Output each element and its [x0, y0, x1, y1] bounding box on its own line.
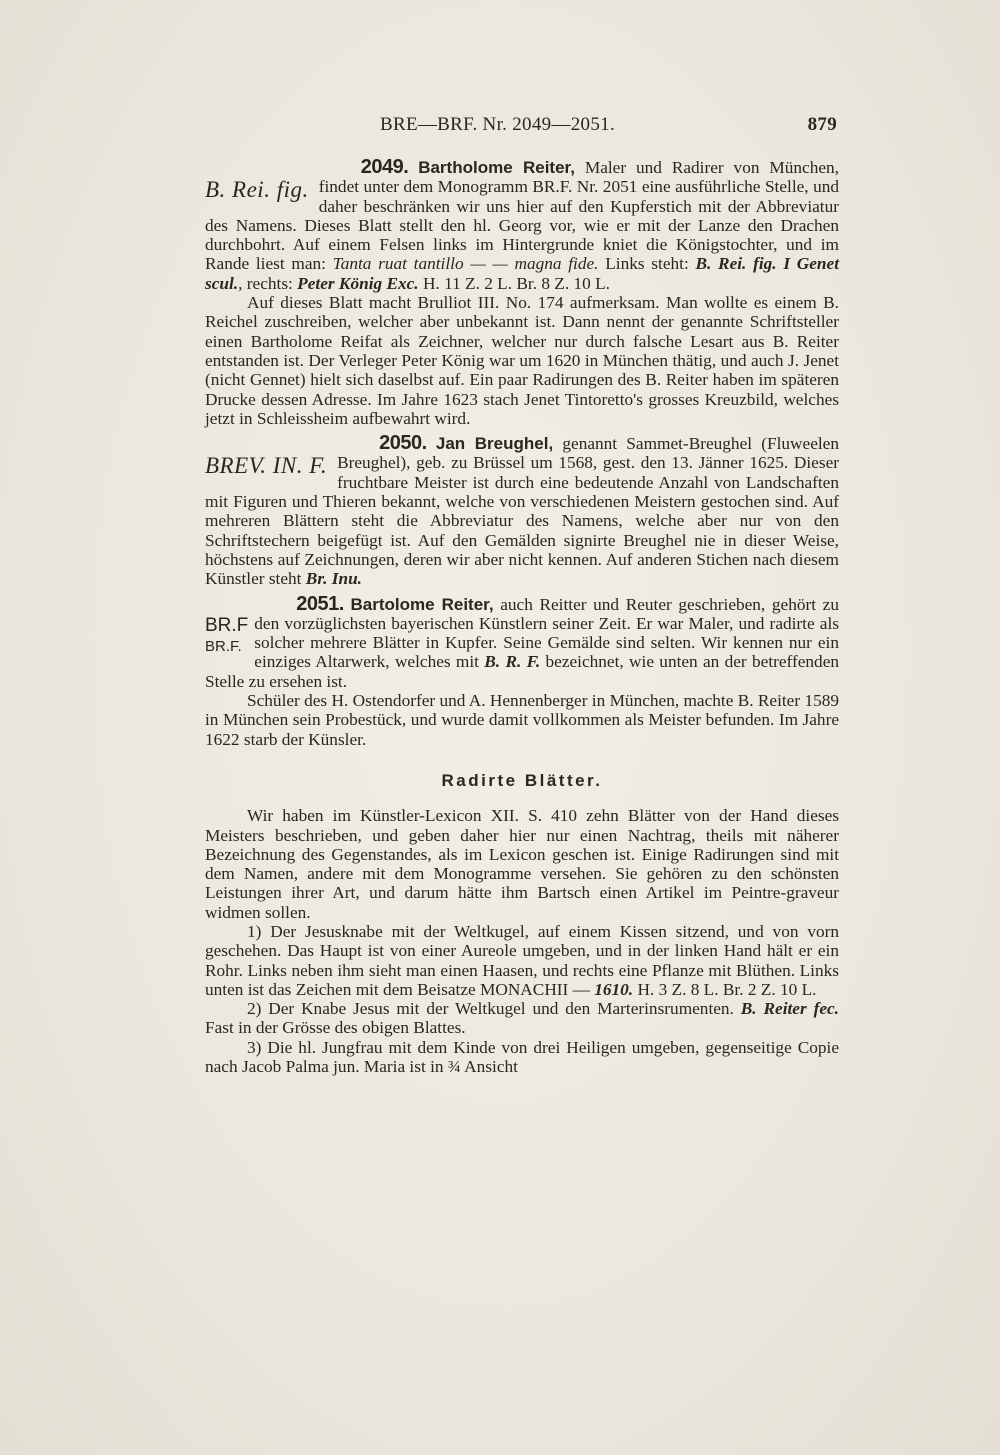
entry-number: 2049.: [360, 156, 409, 178]
inscription: 1610.: [594, 979, 634, 999]
inscription: B. Rei. fig. I Genet scul.: [205, 254, 839, 293]
entry-text: genannt Sammet-Breughel (Fluweelen Breughel), geb. zu Brüssel um 1568, gest. den 13. Jänner 1625. Dieser fruchtbare Meister ist durch eine bedeutende Anzahl von Landschaften mit Figuren und Thieren bekannt, welche von verschiedenen Meistern gestochen sind. Auf mehreren Blättern steht die Abbreviatur des Namens, welche aber nur von den Schriftstechern beigefügt ist. Auf den Gemälden signirte Breughel nie in dieser Weise, höchstens auf Zeichnungen, deren wir aber nicht kennen. Auf anderen Stichen nach diesem Künstler steht: [205, 434, 839, 589]
artist-name: Bartholome Reiter,: [418, 158, 575, 177]
monogram-line: BR.F: [205, 614, 249, 636]
entry-2050: [205, 434, 839, 588]
entry-2051-paragraph: 2051. Bartolome Reiter, BR.F BR.F. auch Reitter und Reuter geschrieben, gehört zu den vorzüglichsten bayerischen Künstlern seiner Zeit. Er war Maler, und radirte als solcher mehrere Blätter in Kupfer. Seine Gemälde sind selten. Wir kennen nur ein einziges Altarwerk, welches mit B. R. F. bezeichnet, wie unten an der betreffenden Stelle zu ersehen ist.: [205, 595, 839, 691]
section-heading: Radirte Blätter.: [441, 770, 603, 790]
catalog-item-3: 3) Die hl. Jungfrau mit dem Kinde von drei Heiligen umgeben, gegenseitige Copie nach Jacob Palma jun. Maria ist in ¾ Ansicht: [205, 1037, 839, 1077]
monogram-mark: [163, 615, 248, 657]
header-title: BRE—BRF. Nr. 2049—2051.: [380, 114, 615, 135]
inscription: Br. Inu.: [305, 569, 363, 589]
entry-2051-paragraph-2: Schüler des H. Ostendorfer und A. Hennenberger in München, machte B. Reiter 1589 in München sein Probestück, und wurde damit vollkommen als Meister befunden. Im Jahre 1622 starb der Künsler.: [205, 691, 839, 749]
catalog-item-2: 2) Der Knabe Jesus mit der Weltkugel und den Marterinsrumenten. B. Reiter fec. Fast in der Grösse des obigen Blattes.: [205, 999, 839, 1038]
entry-2049-paragraph-2: Auf dieses Blatt macht Brulliot III. No. 174 aufmerksam. Man wollte es einem B. Reichel zuschreiben, welcher aber unbekannt ist. Dann nennt der genannte Schriftsteller einen Bartholome Reifat als Zeichner, welcher nur durch falsche Lesart aus B. Reiter entstanden ist. Der Verleger Peter König war um 1620 in München thätig, und auch J. Jenet (nicht Gennet) hielt sich daselbst auf. Ein paar Radirungen des B. Reiter haben im späteren Drucke dessen Adresse. Im Jahre 1623 stach Jenet Tintoretto's grosses Kreuzbild, welches jetzt in Schleissheim aufbewahrt wird.: [205, 293, 839, 428]
entry-2049: [205, 158, 839, 428]
monogram-mark: BREV. IN. F.: [205, 453, 328, 479]
artist-name: Jan Breughel,: [435, 434, 554, 454]
inscription: B. R. F.: [484, 652, 541, 672]
entry-2051: [205, 592, 840, 749]
entry-number: 2050.: [379, 432, 427, 455]
monogram-line: BR.F.: [205, 637, 242, 655]
entry-2049-paragraph: 2049. Bartholome Reiter, B. Rei. fig. Maler und Radirer von München, findet unter dem Monogramm BR.F. Nr. 2051 eine ausführliche Stelle, und daher beschränken wir uns hier auf den Kupferstich mit der Abbreviatur des Namens. Dieses Blatt stellt den hl. Georg vor, wie er mit der Lanze den Drachen durchbohrt. Auf einem Felsen links im Hintergrunde kniet die Königstochter, und im Rande liest man: Tanta ruat tantillo — — magna fide. Links steht: B. Rei. fig. I Genet scul., rechts: Peter König Exc. H. 11 Z. 2 L. Br. 8 Z. 10 L.: [205, 158, 839, 293]
inscription: B. Reiter fec.: [740, 999, 839, 1019]
artist-name: Bartolome Reiter,: [350, 594, 494, 614]
body-text: [205, 158, 839, 1076]
entry-number: 2051.: [296, 592, 344, 615]
entry-2050-paragraph: [205, 434, 839, 588]
section-intro: Wir haben im Künstler-Lexicon XII. S. 410 zehn Blätter von der Hand dieses Meisters beschrieben, und geben daher hier nur einen Nachtrag, theils mit näherer Bezeichnung des Gegenstandes, als im Lexicon geschen ist. Einige Radirungen sind mit dem Namen, andere mit dem Monogramme versehen. Sie gehören zu den schönsten Leistungen ihrer Art, und darum hätte ihm Bartsch einen Artikel im Peintre-graveur widmen sollen.: [205, 806, 839, 922]
inscription: Peter König Exc.: [297, 273, 419, 293]
inscription: Tanta ruat tantillo — — magna fide.: [332, 254, 599, 274]
monogram-mark: B. Rei. fig.: [205, 177, 309, 202]
running-header: [205, 114, 837, 142]
entry-text: Maler und Radirer von München, findet unter dem Monogramm BR.F. Nr. 2051 eine ausführliche Stelle, und daher beschränken wir uns hier auf den Kupferstich mit der Abbreviatur des Namens. Dieses Blatt stellt den hl. Georg vor, wie er mit der Lanze den Drachen durchbohrt. Auf einem Felsen links im Hintergrunde kniet die Königstochter, und im Rande liest man:: [205, 158, 839, 274]
catalog-item-1: 1) Der Jesusknabe mit der Weltkugel, auf einem Kissen sitzend, und von vorn geschehen. Das Haupt ist von einer Aureole umgeben, und in der linken Hand hält er ein Rohr. Links neben ihm sieht man einen Haasen, und rechts eine Pflanze mit Blüthen. Links unten ist das Zeichen mit dem Beisatze MONACHII — 1610. H. 3 Z. 8 L. Br. 2 Z. 10 L.: [205, 921, 839, 999]
page-number: 879: [807, 114, 837, 135]
entry-text: auch Reitter und Reuter geschrieben, gehört zu den vorzüglichsten bayerischen Künstlern seiner Zeit. Er war Maler, und radirte als solcher mehrere Blätter in Kupfer. Seine Gemälde sind selten. Wir kennen nur ein einziges Altarwerk, welches mit: [254, 594, 839, 672]
